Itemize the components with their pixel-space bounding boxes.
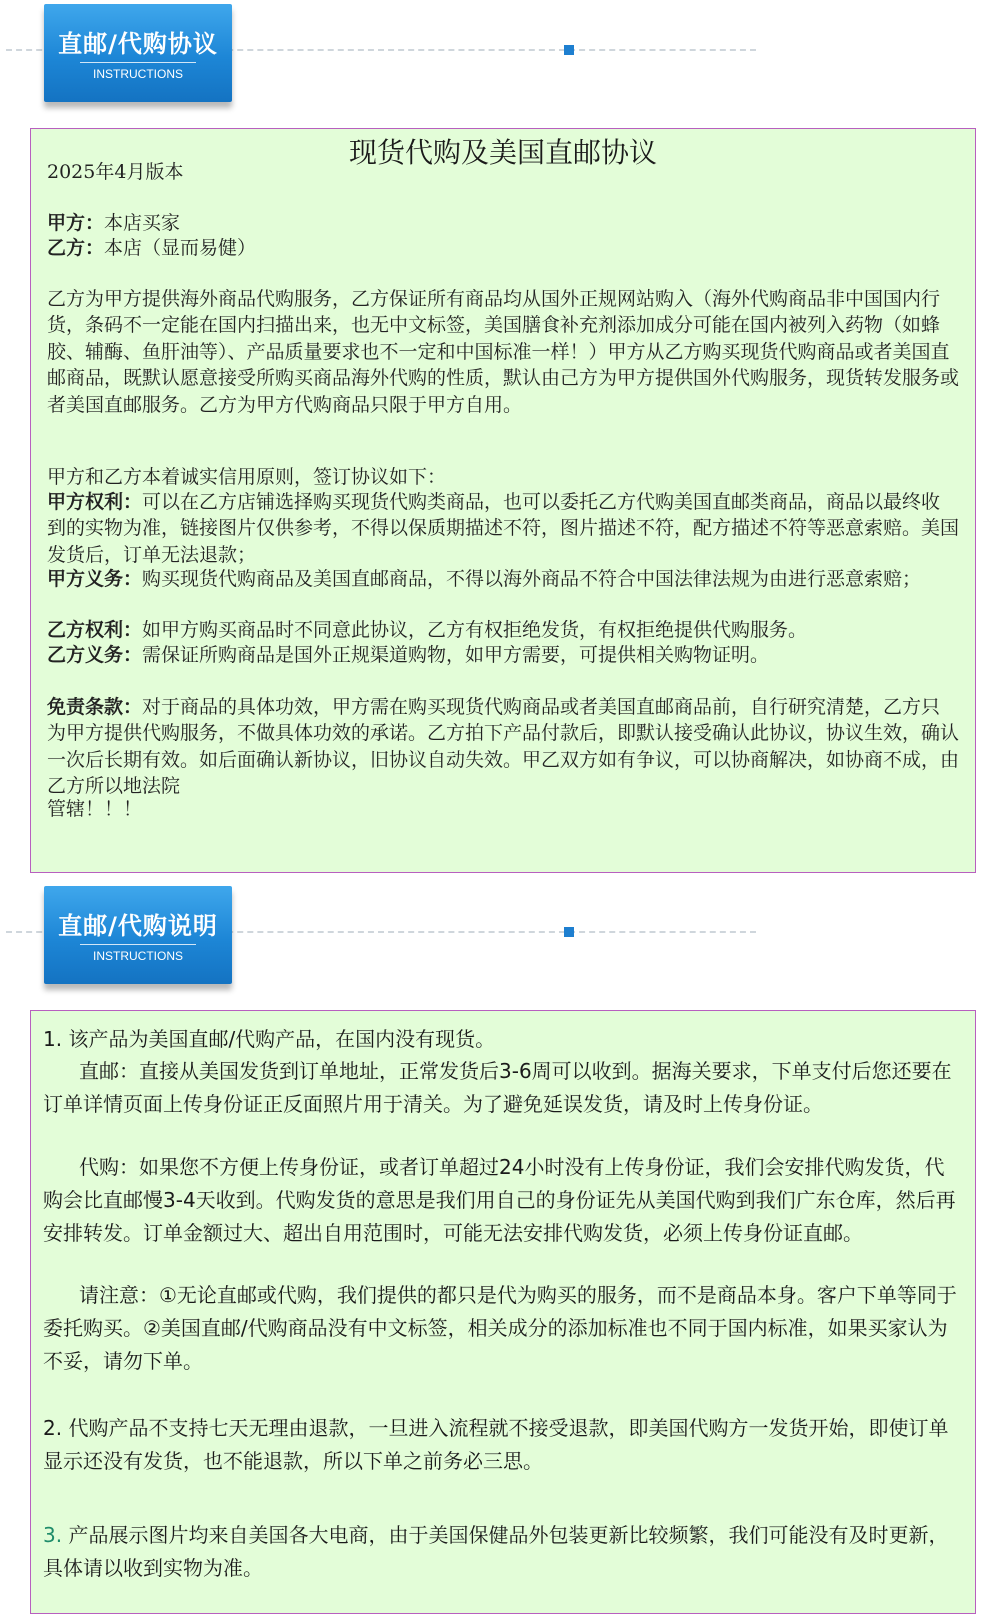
party-a-value: 本店买家 <box>104 212 181 234</box>
clause-label: 乙方权利： <box>47 619 143 641</box>
note-item-3-text: 产品展示图片均来自美国各大电商，由于美国保健品外包装更新比较频繁，我们可能没有及时更新，具体请以收到实物为准。 <box>43 1523 949 1580</box>
header-title: 直邮/代购说明 <box>58 912 218 940</box>
section-header-notes <box>0 882 1000 1002</box>
agreement-principle: 甲方和乙方本着诚实信用原则，签订协议如下： <box>47 466 447 488</box>
header-subtitle: INSTRUCTIONS <box>93 949 183 963</box>
section-header-agreement <box>0 0 1000 120</box>
note-direct-text: 直邮：直接从美国发货到订单地址，正常发货后3-6周可以收到。据海关要求，下单支付后您还要在订单详情页面上传身份证正反面照片用于清关。为了避免延误发货，请及时上传身份证。 <box>43 1059 952 1116</box>
clause-b-duties <box>47 642 959 668</box>
clause-text: 需保证所购商品是国外正规渠道购物，如甲方需要，可提供相关购物证明。 <box>142 644 770 666</box>
disclaimer-label: 免责条款： <box>47 696 143 718</box>
clause-b-rights <box>47 617 959 643</box>
party-a-label: 甲方： <box>47 212 105 234</box>
header-badge <box>44 4 232 102</box>
note-notice-text: 请注意：①无论直邮或代购，我们提供的都只是代为购买的服务，而不是商品本身。客户下单等同于委托购买。②美国直邮/代购商品没有中文标签，相关成分的添加标准也不同于国内标准，如果买家认为不妥，请勿下单。 <box>43 1283 957 1373</box>
agreement-version: 2025年4月版本 <box>47 161 184 183</box>
badge-rule <box>80 944 196 945</box>
header-title: 直邮/代购协议 <box>58 30 218 58</box>
agreement-title: 现货代购及美国直邮协议 <box>348 136 657 169</box>
party-a <box>47 210 959 236</box>
agreement-box <box>30 128 976 873</box>
note-proxy-text: 代购：如果您不方便上传身份证，或者订单超过24小时没有上传身份证，我们会安排代购发货，代购会比直邮慢3-4天收到。代购发货的意思是我们用自己的身份证先从美国代购到我们广东仓库，然后再安排转发。订单金额过大、超出自用范围时，可能无法安排代购发货，必须上传身份证直邮。 <box>43 1155 956 1245</box>
agreement-intro: 乙方为甲方提供海外商品代购服务，乙方保证所有商品均从国外正规网站购入（海外代购商品非中国国内行货，条码不一定能在国内扫描出来，也无中文标签，美国膳食补充剂添加成分可能在国内被列入药物（如蜂胶、辅酶、鱼肝油等）、产品质量要求也不一定和中国标准一样！）甲方从乙方购买现货代购商品或者美国直邮商品，既默认愿意接受所购买商品海外代购的性质，默认由己方为甲方提供国外代购服务，现货转发服务或者美国直邮服务。乙方为甲方代购商品只限于甲方自用。 <box>47 288 960 416</box>
disclaimer-end: 管辖！！！ <box>47 798 143 820</box>
note-item-3 <box>43 1519 963 1585</box>
disclaimer-text: 对于商品的具体功效，甲方需在购买现货代购商品或者美国直邮商品前，自行研究清楚，乙方只为甲方提供代购服务，不做具体功效的承诺。乙方拍下产品付款后，即默认接受确认此协议，协议生效，确认一次后长期有效。如后面确认新协议，旧协议自动失效。甲乙双方如有争议，可以协商解决，如协商不成，由乙方所以地法院 <box>47 696 960 798</box>
note-item-1: 1. 该产品为美国直邮/代购产品，在国内没有现货。 <box>43 1027 496 1051</box>
header-badge <box>44 886 232 984</box>
disclaimer <box>47 694 959 800</box>
clause-label: 乙方义务： <box>47 644 143 666</box>
divider-dot <box>564 927 574 937</box>
notes-box <box>30 1010 976 1614</box>
clause-a-rights <box>47 489 959 568</box>
clause-a-duties <box>47 566 959 592</box>
clause-text: 购买现货代购商品及美国直邮商品，不得以海外商品不符合中国法律法规为由进行恶意索赔； <box>142 568 922 590</box>
clause-text: 可以在乙方店铺选择购买现货代购类商品，也可以委托乙方代购美国直邮类商品，商品以最终收到的实物为准，链接图片仅供参考，不得以保质期描述不符，图片描述不符，配方描述不符等恶意索赔。美国发货后，订单无法退款； <box>47 491 960 566</box>
note-item-3-number: 3. <box>43 1523 63 1547</box>
note-item-2: 2. 代购产品不支持七天无理由退款，一旦进入流程就不接受退款，即美国代购方一发货开始，即使订单显示还没有发货，也不能退款，所以下单之前务必三思。 <box>43 1416 949 1473</box>
party-b <box>47 235 959 261</box>
note-direct-mail <box>43 1055 963 1121</box>
clause-label: 甲方义务： <box>47 568 143 590</box>
clause-label: 甲方权利： <box>47 491 143 513</box>
note-notice <box>43 1279 963 1378</box>
party-b-label: 乙方： <box>47 237 105 259</box>
party-b-value: 本店（显而易健） <box>104 237 257 259</box>
clause-text: 如甲方购买商品时不同意此协议，乙方有权拒绝发货，有权拒绝提供代购服务。 <box>142 619 808 641</box>
note-proxy <box>43 1151 963 1250</box>
header-subtitle: INSTRUCTIONS <box>93 67 183 81</box>
badge-rule <box>80 62 196 63</box>
divider-dot <box>564 45 574 55</box>
